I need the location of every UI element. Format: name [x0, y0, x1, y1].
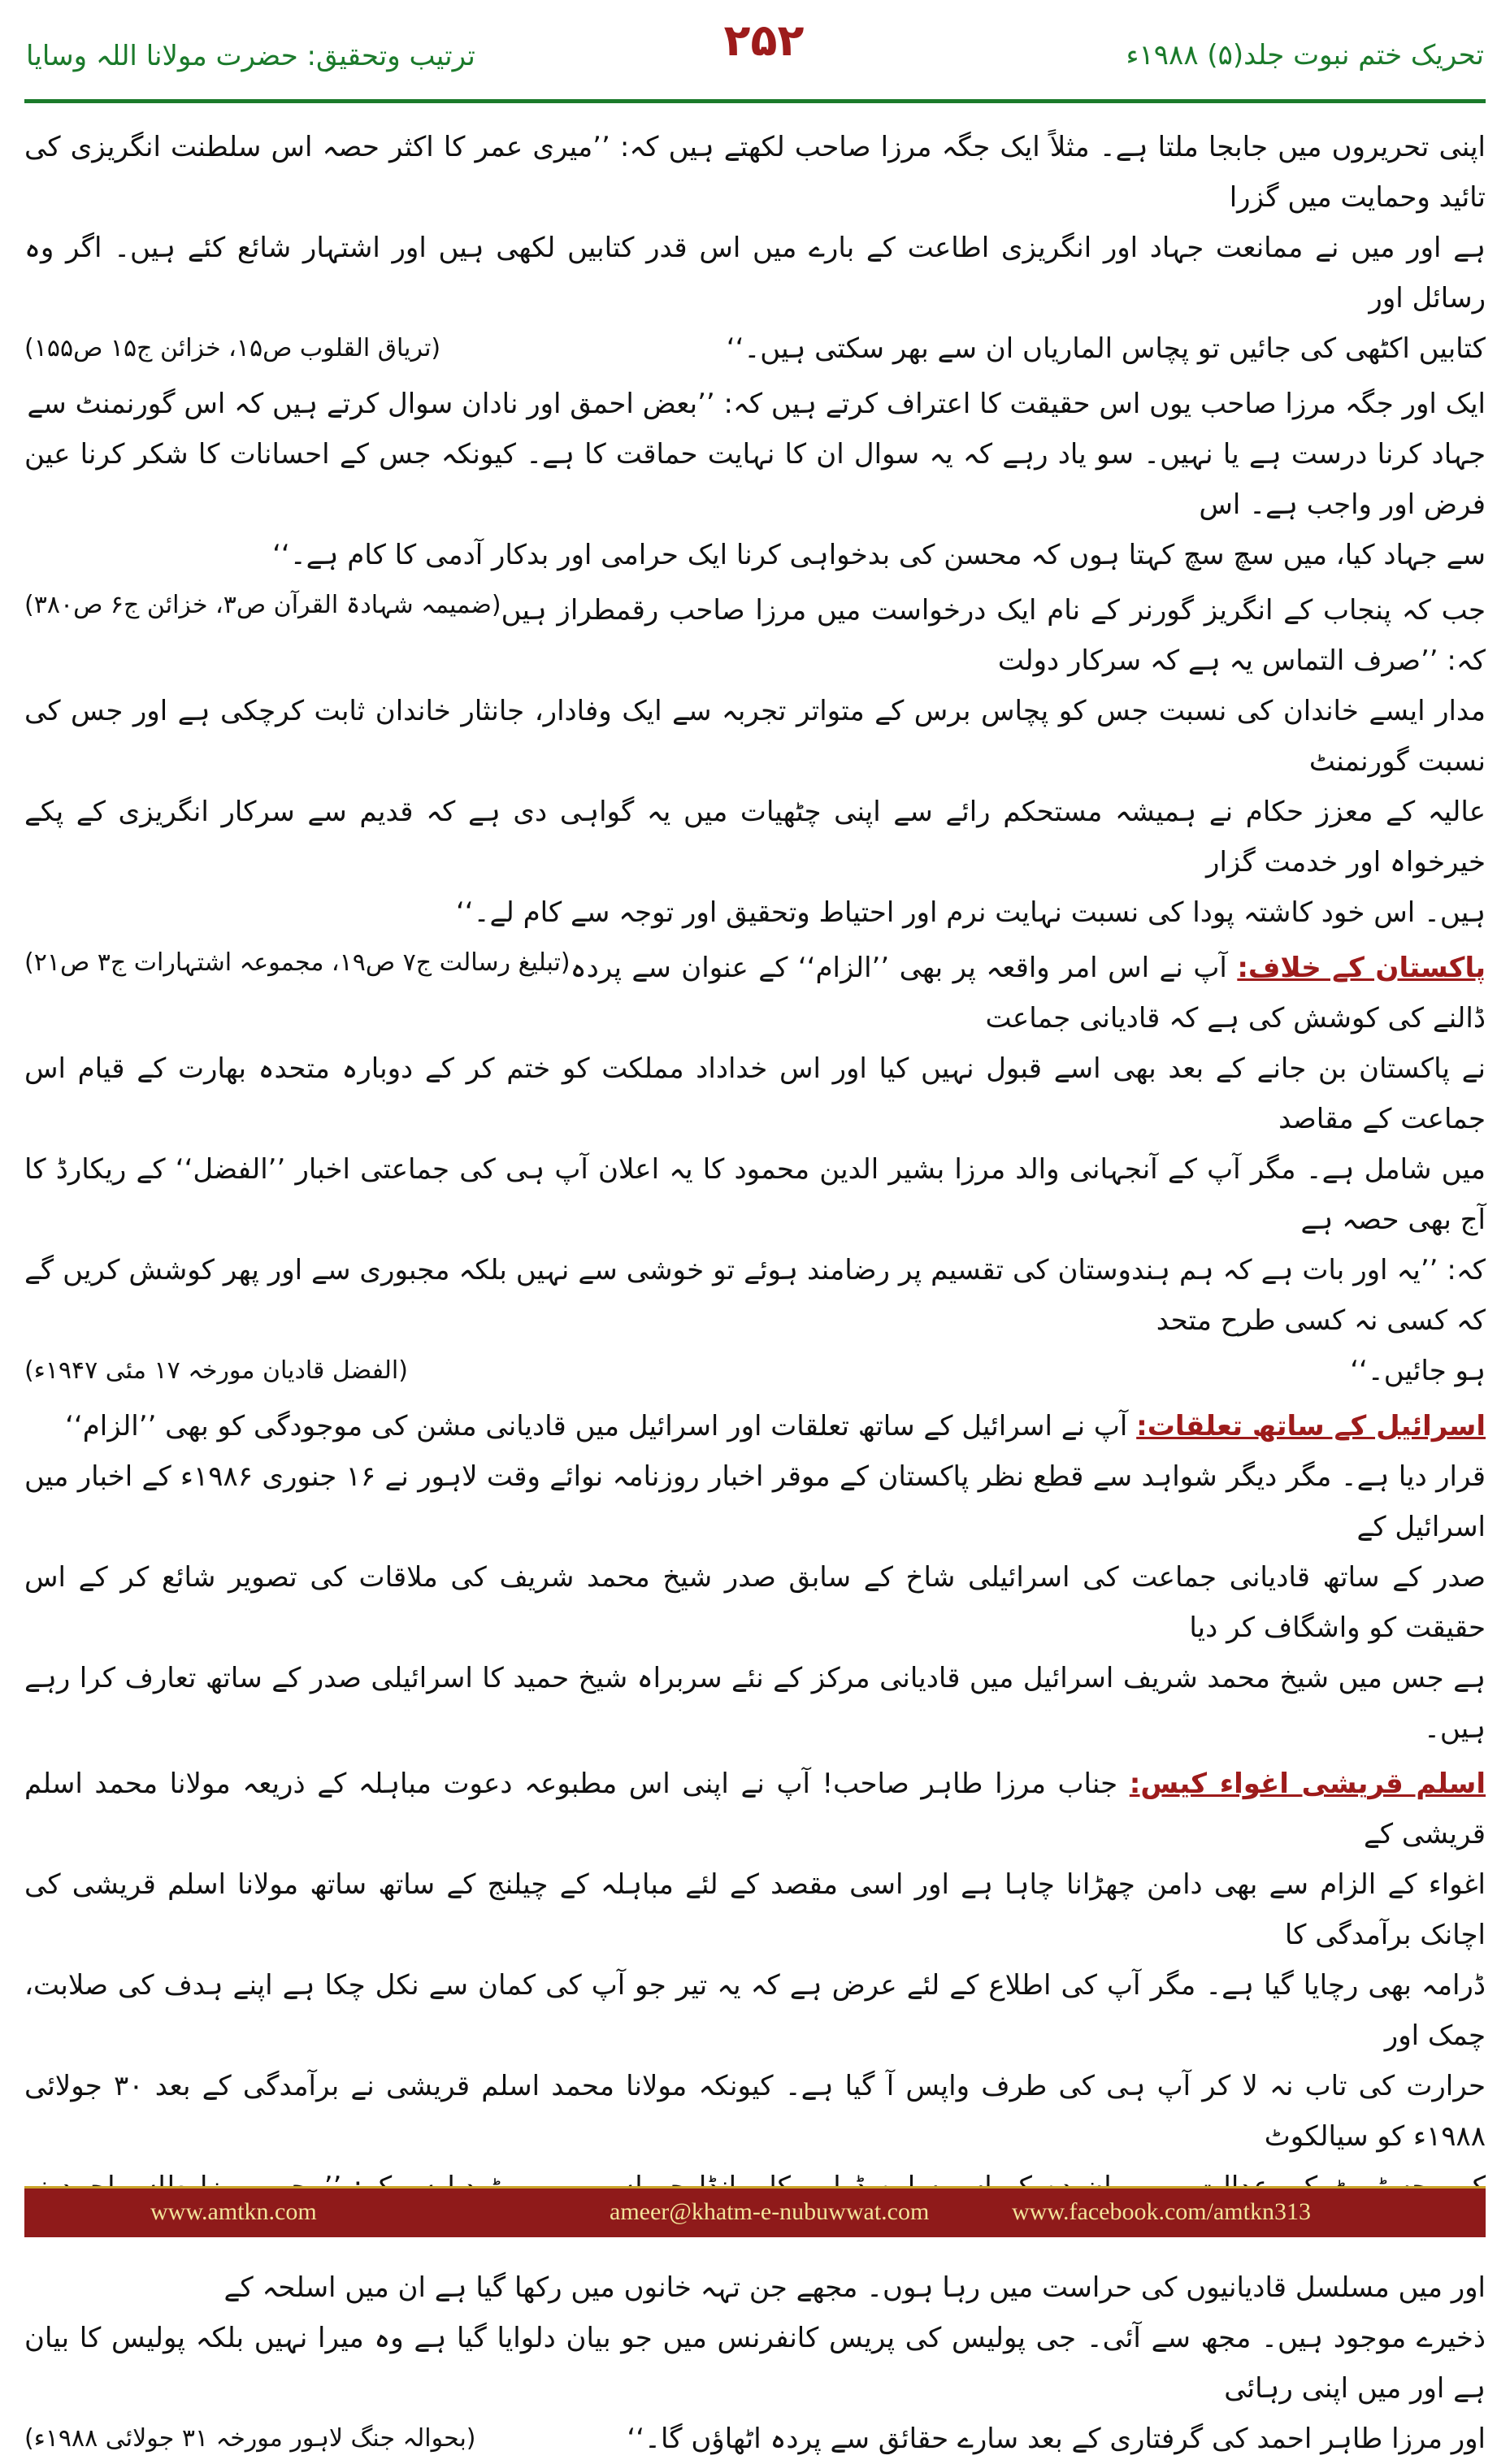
page-number: ۲۵۲: [723, 15, 805, 66]
text-line: اپنی تحریروں میں جابجا ملتا ہے۔ مثلاً ایک جگہ مرزا صاحب لکھتے ہیں کہ: ’’میری عمر کا اکثر حصہ اس سلطنت انگریزی کی تائید وحمایت میں گزرا: [24, 131, 1486, 214]
section-heading-aslam-qureshi: اسلم قریشی اغواء کیس:: [1129, 1768, 1486, 1800]
text-segment: سے جہاد کیا، میں سچ سچ کہتا ہوں کہ محسن کی بدخواہی کرنا ایک حرامی اور بدکار آدمی کا کام ہے۔‘‘: [272, 539, 1486, 571]
text-segment: ہو جائیں۔‘‘: [1350, 1355, 1486, 1387]
text-line: نے پاکستان بن جانے کے بعد بھی اسے قبول نہیں کیا اور اس خداداد مملکت کو ختم کر کے دوبارہ متحدہ بھارت کے قیام اس جماعت کے مقاصد: [24, 1052, 1486, 1135]
text-line: ذخیرے موجود ہیں۔ مجھ سے آئی۔ جی پولیس کی پریس کانفرنس میں جو بیان دلوایا گیا ہے وہ میرا نہیں بلکہ پولیس کا بیان ہے اور میں اپنی رہائی: [24, 2322, 1486, 2405]
footer-facebook-link[interactable]: www.facebook.com/amtkn313: [1012, 2198, 1311, 2225]
footer-website-link[interactable]: www.amtkn.com: [150, 2198, 317, 2225]
text-line: [24, 1346, 1486, 1396]
reference-citation: (تبلیغ رسالت ج۷ ص۱۹، مجموعہ اشتہارات ج۳ ص۲۱): [24, 948, 571, 977]
paragraph-5: [24, 1401, 1486, 1754]
text-line: جب کہ پنجاب کے انگریز گورنر کے نام ایک درخواست میں مرزا صاحب رقمطراز ہیں کہ: ’’صرف التماس یہ ہے کہ سرکار دولت: [501, 594, 1486, 677]
reference-citation: (بحوالہ جنگ لاہور مورخہ ۳۱ جولائی ۱۹۸۸ء): [24, 2424, 476, 2453]
footer-email-link[interactable]: ameer@khatm-e-nubuwwat.com: [610, 2198, 930, 2225]
text-line: ڈرامہ بھی رچایا گیا ہے۔ مگر آپ کی اطلاع کے لئے عرض ہے کہ یہ تیر جو آپ کی کمان سے نکل چکا ہے اپنے ہدف کی صلابت، چمک اور: [24, 1969, 1486, 2052]
text-line: میں شامل ہے۔ مگر آپ کے آنجہانی والد مرزا بشیر الدین محمود کا یہ اعلان آپ ہی کی جماعتی اخبار ’’الفضل‘‘ کے ریکارڈ کا آج بھی حصہ ہے: [24, 1153, 1486, 1236]
section-heading-pakistan: پاکستان کے خلاف:: [1237, 952, 1486, 984]
text-line: [24, 323, 1486, 374]
section-heading-israel: اسرائیل کے ساتھ تعلقات:: [1136, 1410, 1486, 1442]
text-segment: آپ نے اسرائیل کے ساتھ تعلقات اور اسرائیل میں قادیانی مشن کی موجودگی کو بھی ’’الزام‘‘: [65, 1410, 1128, 1442]
text-segment: کتابیں اکٹھی کی جائیں تو پچاس الماریاں ان سے بھر سکتی ہیں۔‘‘: [726, 332, 1486, 365]
page-footer: [0, 2186, 1510, 2255]
text-line: ہے اور میں نے ممانعت جہاد اور انگریزی اطاعت کے بارے میں اس قدر کتابیں لکھی ہیں اور اشتہار شائع کئے ہیں۔ اگر وہ رسائل اور: [24, 232, 1486, 315]
paragraph-6: [24, 1759, 1486, 2464]
page-header: [0, 0, 1510, 122]
text-line: [24, 1401, 1486, 1451]
text-segment: ہیں۔ اس خود کاشتہ پودا کی نسبت نہایت نرم اور احتیاط وتحقیق اور توجہ سے کام لے۔‘‘: [455, 896, 1486, 929]
text-segment: اور مرزا طاہر احمد کی گرفتاری کے بعد سارے حقائق سے پردہ اٹھاؤں گا۔‘‘: [627, 2423, 1486, 2455]
text-line: حرارت کی تاب نہ لا کر آپ ہی کی طرف واپس آ گیا ہے۔ کیونکہ مولانا محمد اسلم قریشی نے برآمدگی کے بعد ۳۰ جولائی ۱۹۸۸ء کو سیالکوٹ: [24, 2070, 1486, 2153]
paragraph-1: [24, 122, 1486, 374]
reference-citation: (ضمیمہ شہادۃ القرآن ص۳، خزائن ج۶ ص۳۸۰): [24, 591, 501, 619]
text-line: [24, 1759, 1486, 1859]
text-line: [24, 2414, 1486, 2464]
text-line: عالیہ کے معزز حکام نے ہمیشہ مستحکم رائے سے اپنی چٹھیات میں یہ گواہی دی ہے کہ قدیم سے سرکار انگریزی کے پکے خیرخواہ اور خدمت گزار: [24, 796, 1486, 878]
header-book-title: تحریک ختم نبوت جلد(۵) ۱۹۸۸ء: [1126, 39, 1484, 72]
reference-citation: (الفضل قادیان مورخہ ۱۷ مئی ۱۹۴۷ء): [24, 1356, 408, 1385]
text-line: ہے جس میں شیخ محمد شریف اسرائیل میں قادیانی مرکز کے نئے سربراہ شیخ حمید کا اسرائیلی صدر کے ساتھ تعارف کرا رہے ہیں۔: [24, 1662, 1486, 1745]
header-compiler: ترتیب وتحقیق: حضرت مولانا اللہ وسایا: [26, 40, 475, 72]
text-line: [24, 530, 1486, 619]
text-line: ایک اور جگہ مرزا صاحب یوں اس حقیقت کا اعتراف کرتے ہیں کہ: ’’بعض احمق اور نادان سوال کرتے ہیں کہ اس گورنمنٹ سے: [27, 388, 1486, 420]
text-line: اغواء کے الزام سے بھی دامن چھڑانا چاہا ہے اور اسی مقصد کے لئے مباہلہ کے چیلنج کے ساتھ ساتھ مولانا اسلم قریشی کی اچانک برآمدگی کا: [24, 1868, 1486, 1951]
footer-bar: [24, 2186, 1486, 2237]
paragraph-4: [24, 943, 1486, 1396]
text-line: مدار ایسے خاندان کی نسبت جس کو پچاس برس کے متواتر تجربہ سے ایک وفادار، جانثار خاندان ثابت کرچکی ہے اور جس کی نسبت گورنمنٹ: [24, 695, 1486, 778]
text-segment: جناب مرزا طاہر صاحب! آپ نے اپنی اس مطبوعہ دعوت مباہلہ کے ذریعہ مولانا محمد اسلم قریشی کے: [24, 1768, 1486, 1850]
text-line: صدر کے ساتھ قادیانی جماعت کی اسرائیلی شاخ کے سابق صدر شیخ محمد شریف کی ملاقات کی تصویر شائع کر کے اس حقیقت کو واشگاف کر دیا: [24, 1561, 1486, 1644]
paragraph-2: [24, 379, 1486, 619]
text-segment: آپ نے اس امر واقعہ پر بھی ’’الزام‘‘ کے عنوان سے پردہ ڈالنے کی کوشش کی ہے کہ قادیانی جماعت: [570, 952, 1486, 1035]
text-line: کہ: ’’یہ اور بات ہے کہ ہم ہندوستان کی تقسیم پر رضامند ہوئے تو خوشی سے نہیں بلکہ مجبوری سے اور پھر کوشش کریں گے کہ کسی نہ کسی طرح متحد: [24, 1254, 1486, 1337]
text-line: اور میں مسلسل قادیانیوں کی حراست میں رہا ہوں۔ مجھے جن تہہ خانوں میں رکھا گیا ہے ان میں اسلحہ کے: [223, 2271, 1486, 2304]
text-line: قرار دیا ہے۔ مگر دیگر شواہد سے قطع نظر پاکستان کے موقر اخبار روزنامہ نوائے وقت لاہور نے ۱۶ جنوری ۱۹۸۶ء کے اخبار میں اسرائیل کے: [24, 1460, 1486, 1543]
header-divider: [24, 99, 1486, 103]
reference-citation: (تریاق القلوب ص۱۵، خزائن ج۱۵ ص۱۵۵): [24, 334, 441, 362]
text-line: جہاد کرنا درست ہے یا نہیں۔ سو یاد رہے کہ یہ سوال ان کا نہایت حماقت کا ہے۔ کیونکہ جس کے احسانات کا شکر کرنا عین فرض اور واجب ہے۔ اس: [24, 438, 1486, 521]
